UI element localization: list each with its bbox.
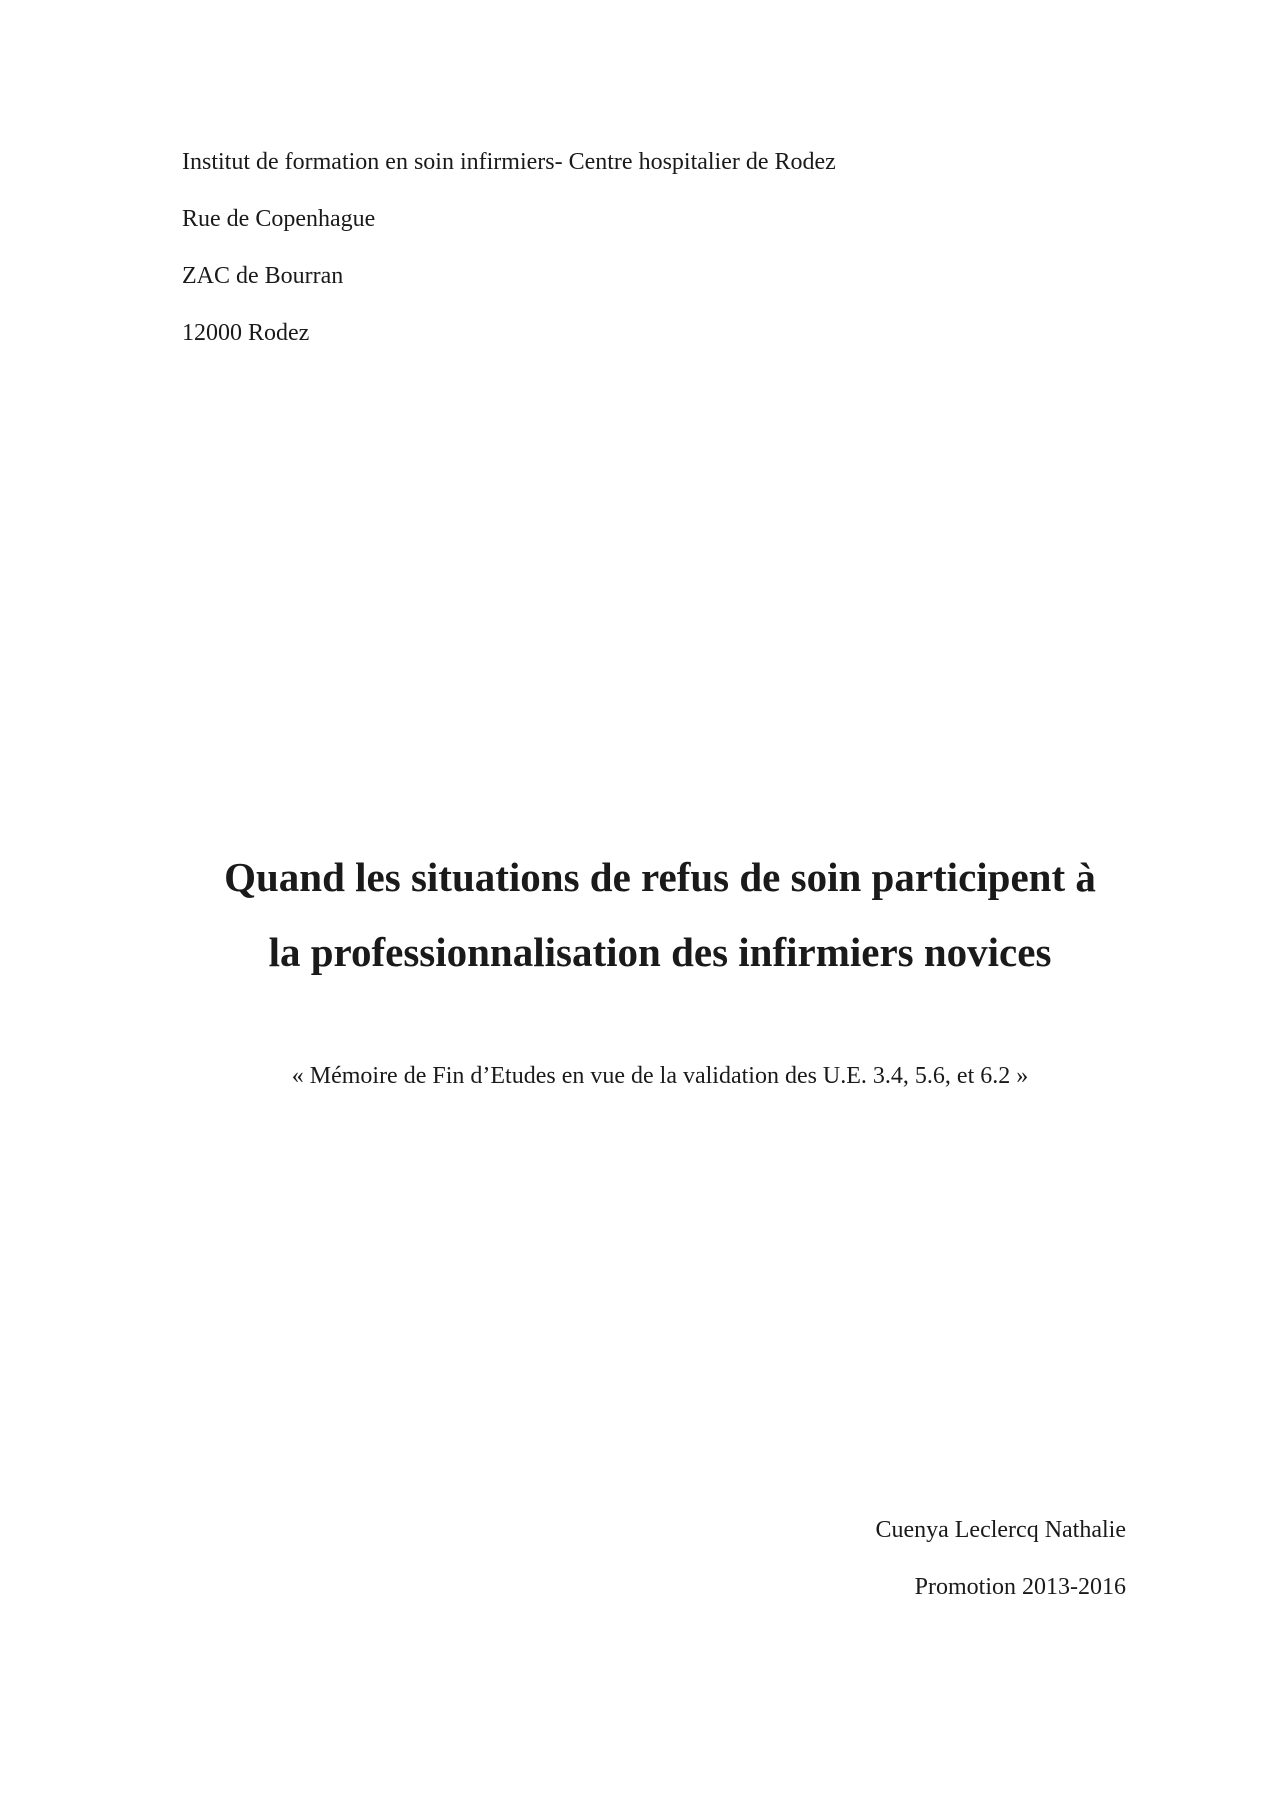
promotion-years: Promotion 2013-2016	[914, 1574, 1126, 1600]
author-block	[875, 1518, 1126, 1632]
document-title	[140, 840, 1180, 990]
institution-address	[182, 150, 836, 378]
address-street: Rue de Copenhague	[182, 206, 376, 232]
title-line-1: Quand les situations de refus de soin participent à	[224, 854, 1096, 900]
address-institution-name: Institut de formation en soin infirmiers- Centre hospitalier de Rodez	[182, 149, 836, 175]
address-city: 12000 Rodez	[182, 320, 310, 346]
title-line-2: la professionnalisation des infirmiers novices	[268, 929, 1052, 975]
document-subtitle: « Mémoire de Fin d’Etudes en vue de la validation des U.E. 3.4, 5.6, et 6.2 »	[291, 1063, 1029, 1089]
author-name: Cuenya Leclercq Nathalie	[875, 1517, 1126, 1543]
address-zone: ZAC de Bourran	[182, 263, 344, 289]
